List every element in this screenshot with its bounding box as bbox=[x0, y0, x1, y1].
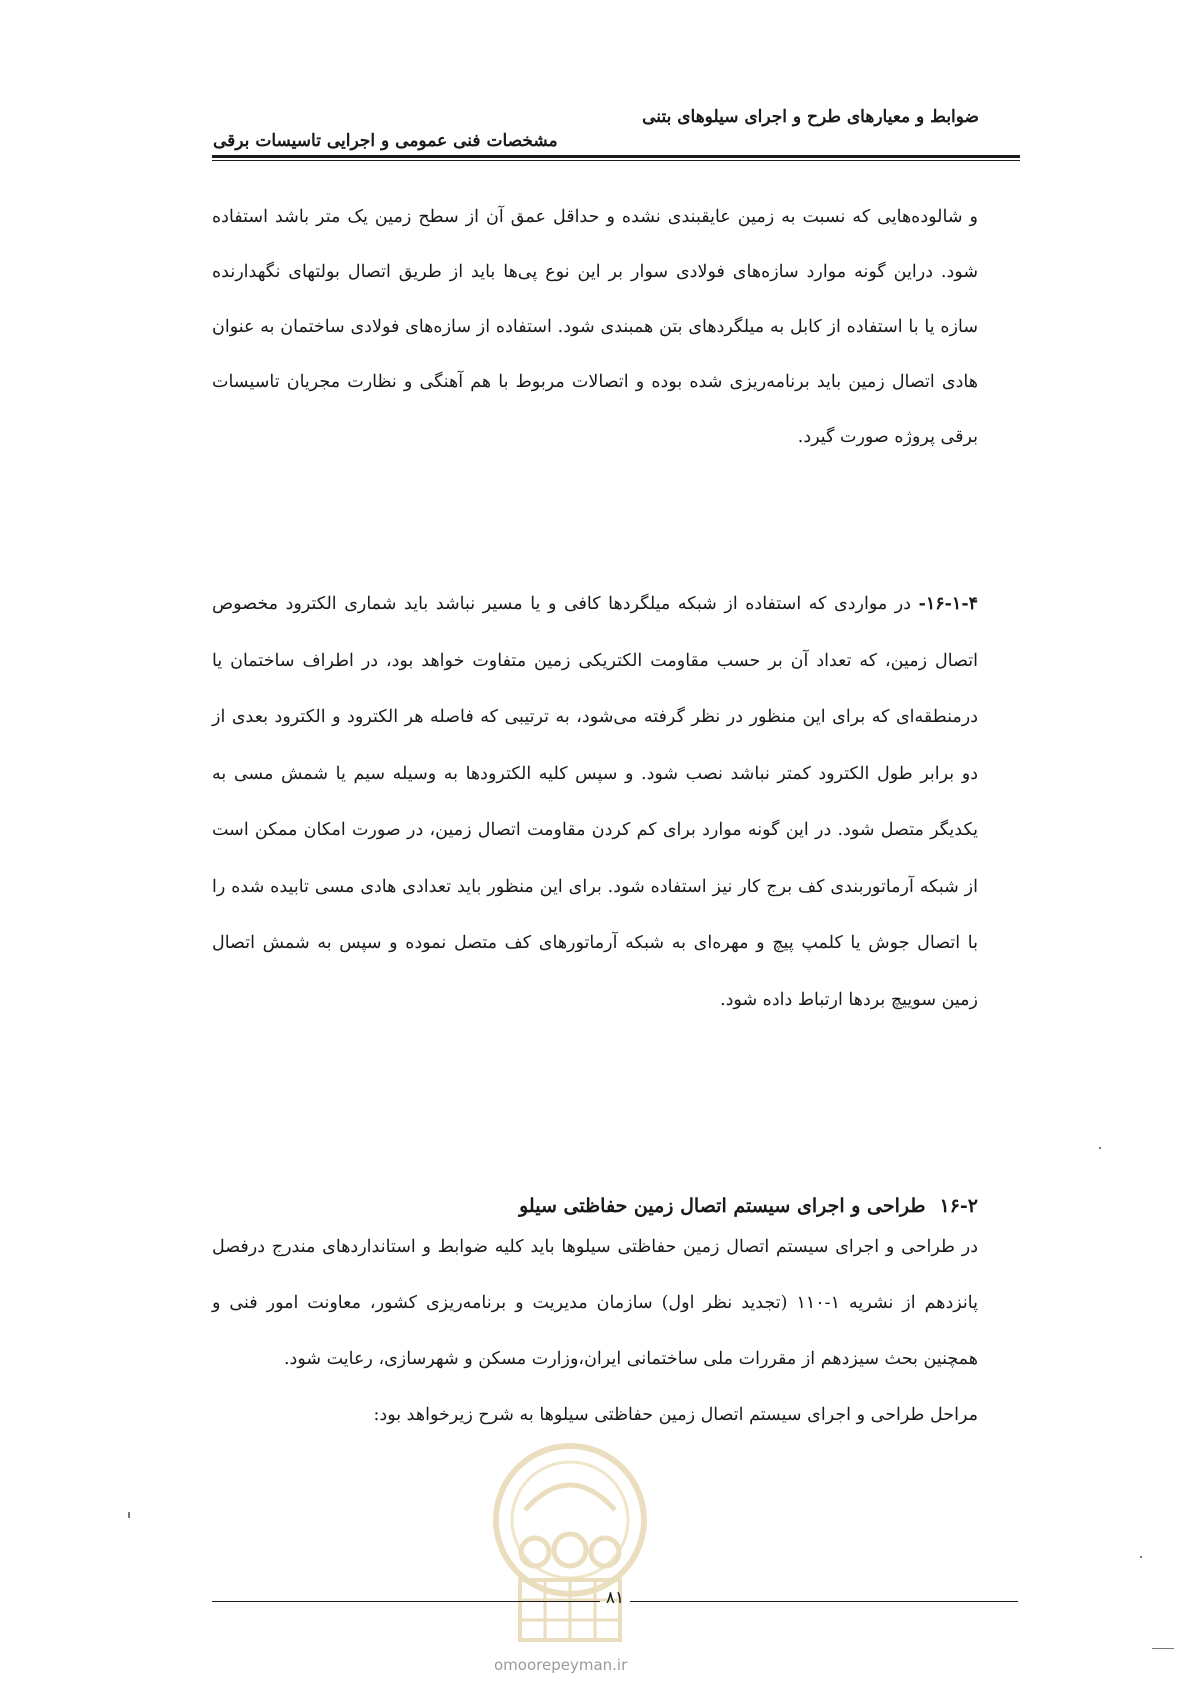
footer-rule-left bbox=[212, 1601, 600, 1602]
section-number: ۱۶-۲ bbox=[939, 1195, 978, 1217]
scan-speck bbox=[1140, 1556, 1142, 1558]
footer-rule-right bbox=[630, 1601, 1018, 1602]
page-number: ۸۱ bbox=[605, 1588, 625, 1608]
scan-speck bbox=[1152, 1648, 1174, 1649]
body-paragraph-3 bbox=[212, 1219, 978, 1443]
paragraph-text: مراحل طراحی و اجرای سیستم اتصال زمین حفاظتی سیلوها به شرح زیرخواهد بود: bbox=[373, 1405, 978, 1425]
header-rule-thin bbox=[212, 160, 1020, 161]
scan-speck bbox=[128, 1512, 130, 1518]
section-heading bbox=[519, 1195, 978, 1217]
header-rule-thick bbox=[212, 155, 1020, 158]
body-paragraph-1 bbox=[212, 190, 978, 465]
section-title: طراحی و اجرای سیستم اتصال زمین حفاظتی سیلو bbox=[519, 1195, 926, 1217]
clause-number: ۱۶-۱-۴- bbox=[918, 594, 978, 614]
paragraph-text: در مواردی که استفاده از شبکه میلگردها کافی و یا مسیر نباشد باید شماری الکترود مخصوص اتصال زمین، که تعداد آن بر حسب مقاومت الکتریکی زمین متفاوت خواهد بود، در اطراف ساختمان یا درمنطقه‌ای که برای این منظور در نظر گرفته می‌شود، به ترتیبی که فاصله هر الکترود و الکترود بعدی از دو برابر طول الکترود کمتر نباشد نصب شود. و سپس کلیه الکترودها به وسیله سیم یا شمش مسی به یکدیگر متصل شود. در این گونه موارد برای کم کردن مقاومت اتصال زمین، در صورت امکان ممکن است از شبکه آرماتوربندی کف برج کار نیز استفاده شود. برای این منظور باید تعدادی هادی مسی تابیده شده را با اتصال جوش یا کلمپ پیچ و مهره‌ای به شبکه آرماتورهای کف متصل نموده و سپس به شمش اتصال زمین سوییچ بردها ارتباط داده شود. bbox=[212, 594, 978, 1010]
paragraph-text: در طراحی و اجرای سیستم اتصال زمین حفاظتی سیلوها باید کلیه ضوابط و استانداردهای مندرج درفصل پانزدهم از نشریه ۱-۱۱۰ (تجدید نظر اول) سازمان مدیریت و برنامه‌ریزی کشور، معاونت امور فنی و همچنین بحث سیزدهم از مقررات ملی ساختمانی ایران،وزارت مسکن و شهرسازی، رعایت شود. bbox=[212, 1237, 978, 1369]
paragraph-text-numbered bbox=[212, 576, 978, 1028]
running-header-book-title: ضوابط و معیارهای طرح و اجرای سیلوهای بتنی bbox=[642, 107, 979, 127]
running-header-section-title: مشخصات فنی عمومی و اجرایی تاسیسات برقی bbox=[213, 131, 558, 151]
watermark-seal-icon bbox=[485, 1440, 655, 1670]
paragraph-text: و شالوده‌هایی که نسبت به زمین عایقبندی نشده و حداقل عمق آن از سطح زمین یک متر باشد استفاده شود. دراین گونه موارد سازه‌های فولادی سوار بر این نوع پی‌ها باید از طریق اتصال بولتهای نگهدارنده سازه یا با استفاده از کابل به میلگردهای بتن همبندی شود. استفاده از سازه‌های فولادی ساختمان به عنوان هادی اتصال زمین باید برنامه‌ریزی شده بوده و اتصالات مربوط با هم آهنگی و نظارت مجریان تاسیسات برقی پروژه صورت گیرد. bbox=[212, 207, 978, 447]
watermark-url: omoorepeyman.ir bbox=[494, 1656, 628, 1674]
scan-speck bbox=[1099, 1147, 1101, 1149]
body-paragraph-2 bbox=[212, 576, 978, 1028]
